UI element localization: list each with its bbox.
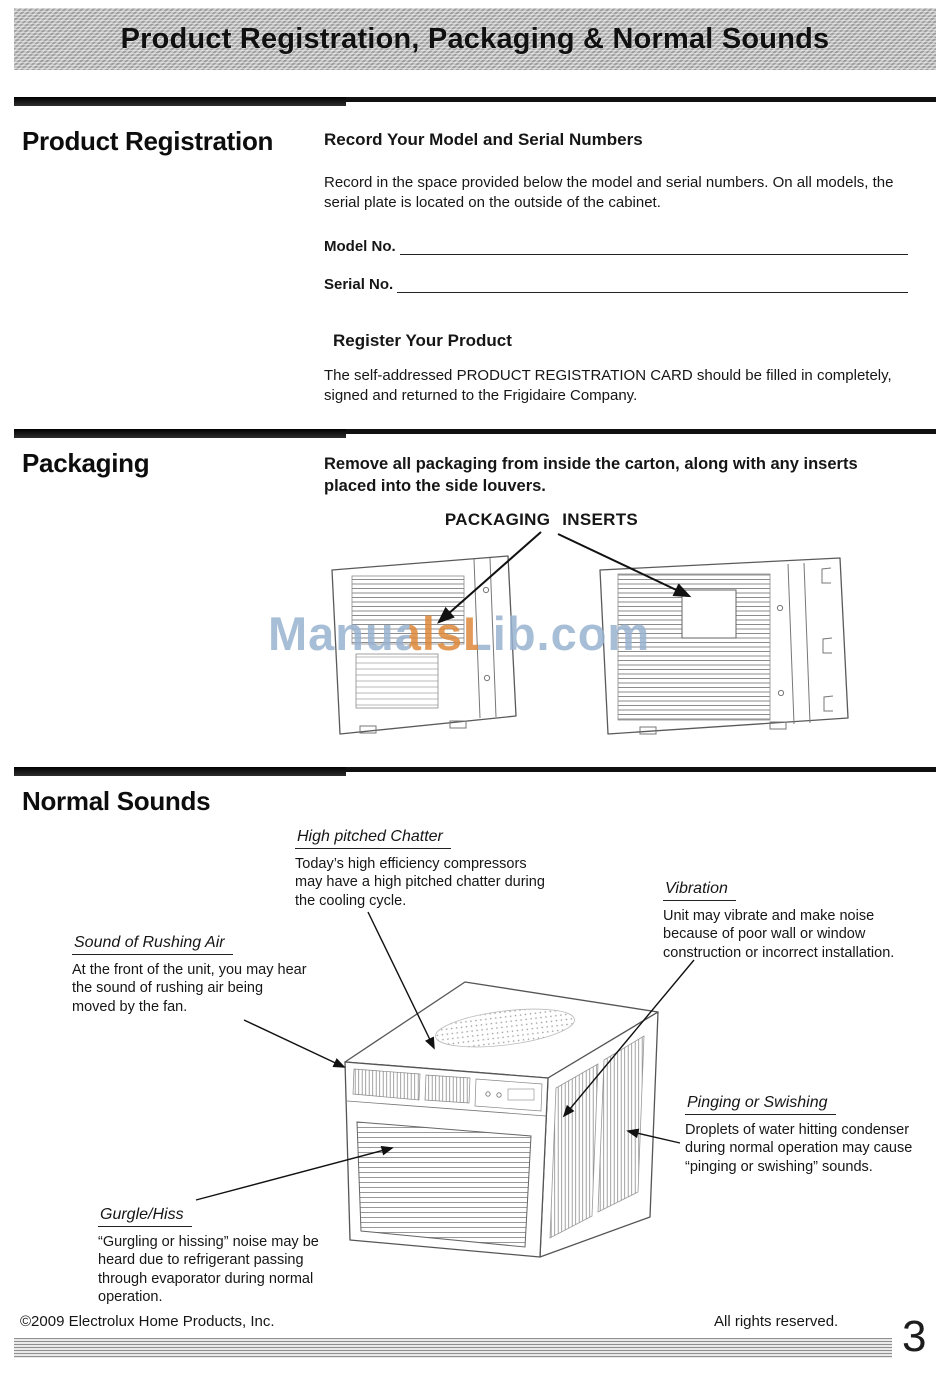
divider-thin-bar	[346, 429, 936, 434]
page-header-band	[14, 8, 936, 70]
record-numbers-body: Record in the space provided below the model and serial numbers. On all models, the serial plate is located on the outside of the cabinet.	[324, 174, 894, 212]
callout-gurgle-hiss	[98, 1206, 344, 1307]
serial-number-row	[324, 276, 908, 293]
ac-unit-3d-drawing	[345, 982, 658, 1257]
callout-pinging-or-swishing	[685, 1094, 940, 1176]
callout-sound-of-rushing-air	[72, 934, 310, 1016]
rushing-air-leader-line	[244, 1020, 344, 1067]
callout-title: Sound of Rushing Air	[72, 934, 233, 955]
copyright-text: ©2009 Electrolux Home Products, Inc.	[20, 1313, 275, 1330]
callout-title: Pinging or Swishing	[685, 1094, 836, 1115]
divider-thick-bar	[14, 429, 346, 438]
callout-body: Unit may vibrate and make noise because of poor wall or window construction or incorrect installation.	[663, 908, 895, 961]
page-number: 3	[902, 1312, 927, 1361]
section-divider	[14, 429, 936, 439]
callout-title: Gurgle/Hiss	[98, 1206, 192, 1227]
rights-reserved-text: All rights reserved.	[714, 1313, 839, 1330]
footer-stripe-band	[14, 1338, 892, 1358]
serial-number-label: Serial No.	[324, 276, 394, 293]
callout-body: “Gurgling or hissing” noise may be heard due to refrigerant passing through evaporator during normal operation.	[98, 1234, 319, 1306]
callout-high-pitched-chatter	[295, 828, 547, 910]
packaging-inserts-label: PACKAGING INSERTS	[444, 510, 639, 529]
register-product-body: The self-addressed PRODUCT REGISTRATION CARD should be filled in completely, signed and returned to the Frigidaire Company.	[324, 367, 892, 405]
callout-body: Today’s high efficiency compressors may have a high pitched chatter during the cooling cycle.	[295, 856, 545, 909]
section-title-product-registration: Product Registration	[22, 126, 274, 156]
section-divider	[14, 97, 936, 107]
register-product-heading: Register Your Product	[333, 331, 512, 350]
section-title-normal-sounds: Normal Sounds	[22, 786, 211, 816]
callout-title: High pitched Chatter	[295, 828, 451, 849]
divider-thin-bar	[346, 97, 936, 102]
serial-number-blank-line	[397, 276, 908, 293]
packaging-instruction: Remove all packaging from inside the carton, along with any inserts placed into the side louvers.	[324, 455, 858, 496]
watermark: ManualsLib.com	[268, 607, 651, 660]
model-number-label: Model No.	[324, 238, 396, 255]
page-title: Product Registration, Packaging & Normal Sounds	[120, 23, 830, 55]
callout-body: Droplets of water hitting condenser during normal operation may cause “pinging or swishing” sounds.	[685, 1122, 913, 1175]
record-numbers-heading: Record Your Model and Serial Numbers	[324, 130, 643, 149]
section-title-packaging: Packaging	[22, 448, 150, 478]
model-number-row	[324, 238, 908, 255]
callout-title: Vibration	[663, 880, 736, 901]
model-number-blank-line	[400, 238, 908, 255]
callout-vibration	[663, 880, 931, 962]
callout-body: At the front of the unit, you may hear the sound of rushing air being moved by the fan.	[72, 962, 307, 1015]
divider-thick-bar	[14, 97, 346, 106]
